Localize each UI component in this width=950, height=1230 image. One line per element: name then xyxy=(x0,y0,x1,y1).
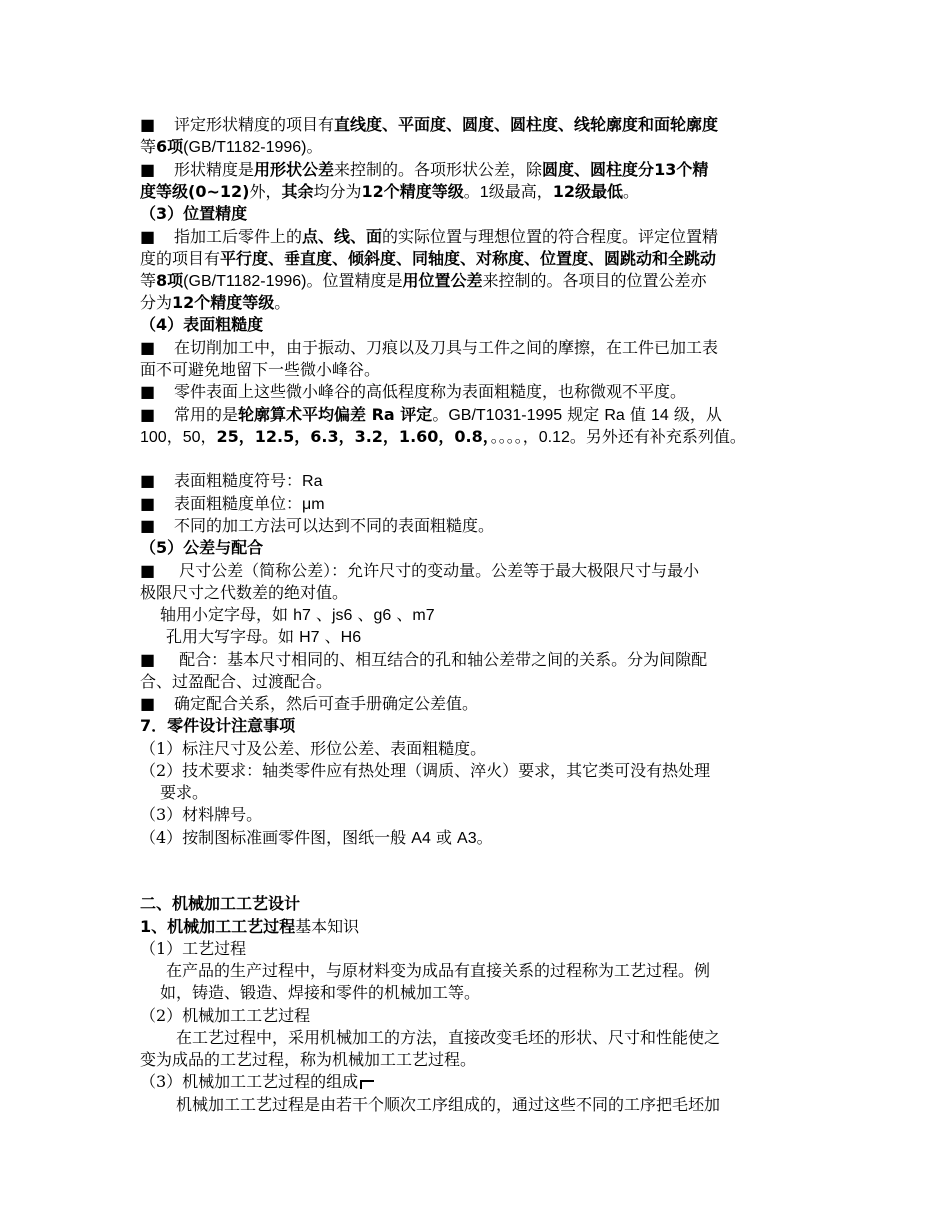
text-line xyxy=(140,292,290,314)
text-line xyxy=(140,782,208,804)
bullet-icon: ■ xyxy=(140,650,156,669)
text-line xyxy=(140,1005,310,1027)
text-segment: 常用的是 xyxy=(174,405,239,424)
bullet-icon: ■ xyxy=(140,405,156,424)
text-line xyxy=(140,314,263,336)
text-line xyxy=(140,693,478,715)
text-segment: 面不可避免地留下一些微小峰谷。 xyxy=(140,360,381,379)
text-line xyxy=(140,470,322,492)
bold-text: 级最低 xyxy=(574,182,623,201)
text-segment: 、 xyxy=(391,605,413,624)
text-segment: 表面粗糙度单位： xyxy=(174,494,303,513)
text-line xyxy=(140,960,710,982)
text-line xyxy=(140,1049,476,1071)
bold-text: 12 xyxy=(361,182,384,201)
corner-mark-icon xyxy=(360,1080,374,1089)
text-segment: （3）材料牌号。 xyxy=(140,805,263,824)
bullet-icon: ■ xyxy=(140,516,156,535)
bullet-icon: ■ xyxy=(140,227,156,246)
text-line xyxy=(140,426,746,448)
text-line xyxy=(140,582,348,604)
text-segment: 。。。。， xyxy=(490,427,539,446)
text-segment: (GB/T1182-1996) xyxy=(183,139,307,156)
text-segment: H7 xyxy=(299,629,320,646)
bold-text: 度等级 xyxy=(140,182,189,201)
text-line xyxy=(140,248,716,270)
text-segment: A4 xyxy=(411,830,431,847)
text-segment: 变为成品的工艺过程，称为机械加工工艺过程。 xyxy=(140,1050,477,1069)
text-segment: 。 xyxy=(432,405,449,424)
bold-text: ）位置精度 xyxy=(167,204,248,223)
text-segment: 在工艺过程中，采用机械加工的方法，直接改变毛坯的形状、尺寸和性能使之 xyxy=(176,1028,721,1047)
text-segment: 确定配合关系，然后可查手册确定公差值。 xyxy=(174,694,479,713)
text-segment: 外， xyxy=(249,182,282,201)
text-line xyxy=(140,893,300,915)
bold-text: 项 xyxy=(167,271,184,290)
text-segment: 零件表面上这些微小峰谷的高低程度称为表面粗糙度，也称微观不平度。 xyxy=(174,382,687,401)
bold-text: 7．零件设计注意事项 xyxy=(140,716,296,735)
text-line xyxy=(140,537,263,559)
text-segment: 要求。 xyxy=(160,783,209,802)
text-segment: （1）标注尺寸及公差、形位公差、表面粗糙度。 xyxy=(140,739,487,758)
text-segment: 指加工后零件上的 xyxy=(174,227,303,246)
bold-text: 圆度、圆柱度分 xyxy=(542,160,655,179)
bold-text: 1、机械加工工艺过程 xyxy=(140,917,296,936)
bold-text: 直线度、平面度、圆度、圆柱度、线轮廓度和面轮廓度 xyxy=(334,115,719,134)
text-segment: g6 xyxy=(373,607,392,624)
text-segment: 如，铸造、锻造、焊接和零件的机械加工等。 xyxy=(160,983,481,1002)
text-segment: （3）机械加工工艺过程的组成 xyxy=(140,1072,359,1091)
bullet-icon: ■ xyxy=(140,160,156,179)
text-line xyxy=(140,649,707,671)
text-segment: 形状精度是 xyxy=(174,160,255,179)
bold-text: 个精 xyxy=(676,160,709,179)
text-segment: 的实际位置与理想位置的符合程度。评定位置精 xyxy=(382,227,719,246)
text-segment: 来控制的。各项形状公差，除 xyxy=(334,160,543,179)
bullet-icon: ■ xyxy=(140,694,156,713)
text-segment: 度的项目有 xyxy=(140,249,221,268)
text-segment: GB/T1031-1995 xyxy=(448,407,563,424)
text-line xyxy=(140,715,295,737)
bullet-icon: ■ xyxy=(140,115,156,134)
bullet-icon: ■ xyxy=(140,494,156,513)
bullet-icon: ■ xyxy=(140,338,156,357)
text-segment: 尺寸公差（简称公差）：允许尺寸的变动量。公差等于最大极限尺寸与最小 xyxy=(174,561,700,580)
bold-text: (0~12) xyxy=(188,182,250,201)
text-segment: 。位置精度是 xyxy=(306,271,403,290)
text-segment: 基本知识 xyxy=(295,917,360,936)
text-segment: 配合：基本尺寸相同的、相互结合的孔和轴公差带之间的关系。分为间隙配 xyxy=(174,650,708,669)
text-segment: （4）按制图标准画零件图，图纸一般 xyxy=(140,828,412,847)
text-line xyxy=(140,804,262,826)
bold-text: 个精度等级 xyxy=(194,293,275,312)
text-line xyxy=(140,203,247,225)
text-segment: 孔用大写字母。如 xyxy=(166,627,300,646)
bold-text: 评定 xyxy=(400,405,433,424)
bold-text: 个精度等级 xyxy=(383,182,464,201)
text-segment: 级最高， xyxy=(488,182,553,201)
text-segment: m7 xyxy=(412,607,435,624)
bold-text: 25，12.5，6.3，3.2，1.60，0.8， xyxy=(216,427,491,446)
text-segment: 1 xyxy=(479,184,489,201)
bold-text: （ xyxy=(140,204,157,223)
text-line xyxy=(140,626,361,648)
bold-text: 12 xyxy=(552,182,575,201)
bold-text: 12 xyxy=(172,293,195,312)
text-line xyxy=(140,827,493,849)
bold-text: 13 xyxy=(654,160,677,179)
text-segment: 。 xyxy=(306,137,323,156)
text-segment: 、 xyxy=(319,627,341,646)
text-segment: 。 xyxy=(274,293,291,312)
text-segment: 均分为 xyxy=(313,182,362,201)
text-line xyxy=(140,671,332,693)
text-line xyxy=(140,604,435,626)
bold-text: 项 xyxy=(167,137,184,156)
text-segment: （2）技术要求：轴类零件应有热处理（调质、淬火）要求，其它类可没有热处理 xyxy=(140,761,711,780)
text-line xyxy=(140,270,707,292)
bullet-icon: ■ xyxy=(140,382,156,401)
bold-text: 二、机械加工工艺设计 xyxy=(140,894,301,913)
bold-text: 用位置公差 xyxy=(402,271,483,290)
bold-text: 轮廓算术平均偏差 xyxy=(238,405,367,424)
text-segment: 在产品的生产过程中，与原材料变为成品有直接关系的过程称为工艺过程。例 xyxy=(166,961,711,980)
text-segment: 、 xyxy=(310,605,332,624)
text-line xyxy=(140,982,480,1004)
text-line xyxy=(140,738,486,760)
bullet-icon: ■ xyxy=(140,471,156,490)
text-segment: A3 xyxy=(457,830,477,847)
text-segment: 机械加工工艺过程是由若干个顺次工序组成的，通过这些不同的工序把毛坯加 xyxy=(176,1095,721,1114)
text-segment: 等 xyxy=(140,137,157,156)
text-segment: 或 xyxy=(430,828,458,847)
text-line xyxy=(140,515,494,537)
text-segment: Ra xyxy=(302,473,323,490)
text-line xyxy=(140,159,708,181)
text-segment: 轴用小定字母，如 xyxy=(160,605,294,624)
text-line xyxy=(140,560,699,582)
text-segment: 在切削加工中，由于振动、刀痕以及刀具与工件之间的摩擦，在工件已加工表 xyxy=(174,338,719,357)
text-segment: 不同的加工方法可以达到不同的表面粗糙度。 xyxy=(174,516,495,535)
text-segment: 表面粗糙度符号： xyxy=(174,471,303,490)
text-segment: h7 xyxy=(293,607,311,624)
text-segment: 分为 xyxy=(140,293,173,312)
text-segment: js6 xyxy=(331,607,353,624)
bold-text: （4）表面粗糙度 xyxy=(140,315,264,334)
text-segment: H6 xyxy=(340,629,362,646)
bold-text: 用形状公差 xyxy=(254,160,335,179)
text-segment: （1）工艺过程 xyxy=(140,939,247,958)
text-segment: Ra xyxy=(604,407,625,424)
text-line xyxy=(140,226,718,248)
bold-text: Ra xyxy=(366,405,401,424)
text-line xyxy=(140,381,686,403)
bold-text: 其余 xyxy=(281,182,314,201)
text-segment: 评定形状精度的项目有 xyxy=(174,115,335,134)
text-segment: 来控制的。各项目的位置公差亦 xyxy=(482,271,707,290)
text-line xyxy=(140,337,718,359)
text-segment: 极限尺寸之代数差的绝对值。 xyxy=(140,583,349,602)
text-line xyxy=(140,938,246,960)
text-line xyxy=(140,916,359,938)
text-segment: 等 xyxy=(140,271,157,290)
bold-text: 6 xyxy=(156,137,168,156)
text-line xyxy=(140,181,639,203)
text-segment: (GB/T1182-1996) xyxy=(183,273,307,290)
text-segment: 。 xyxy=(463,182,480,201)
text-segment: 规定 xyxy=(562,405,605,424)
text-segment: μm xyxy=(302,496,325,513)
text-segment: 级，从 xyxy=(668,405,722,424)
text-line xyxy=(140,114,718,136)
text-line xyxy=(140,404,722,426)
bold-text: （5）公差与配合 xyxy=(140,538,264,557)
text-segment: 合、过盈配合、过渡配合。 xyxy=(140,672,333,691)
text-line xyxy=(140,136,323,158)
text-segment: 0.12 xyxy=(538,429,570,446)
text-line xyxy=(140,493,325,515)
bold-text: 平行度、垂直度、倾斜度、同轴度、对称度、位置度、圆跳动和全跳动 xyxy=(220,249,717,268)
text-segment: 。 xyxy=(623,182,640,201)
bold-text: 点、线、面 xyxy=(302,227,383,246)
text-line xyxy=(140,1071,374,1093)
text-segment: 值 xyxy=(624,405,652,424)
text-line xyxy=(140,760,710,782)
text-segment: 。另外还有补充系列值。 xyxy=(569,427,746,446)
text-line xyxy=(140,1094,720,1116)
bold-text: 3 xyxy=(156,204,168,223)
bold-text: 8 xyxy=(156,271,168,290)
text-segment: 、 xyxy=(352,605,374,624)
text-line xyxy=(140,359,380,381)
text-segment: 14 xyxy=(651,407,669,424)
text-line xyxy=(140,1027,720,1049)
text-segment: 。 xyxy=(476,828,493,847)
text-segment: （2）机械加工工艺过程 xyxy=(140,1006,311,1025)
bullet-icon: ■ xyxy=(140,561,156,580)
text-segment: 100，50， xyxy=(140,429,217,446)
